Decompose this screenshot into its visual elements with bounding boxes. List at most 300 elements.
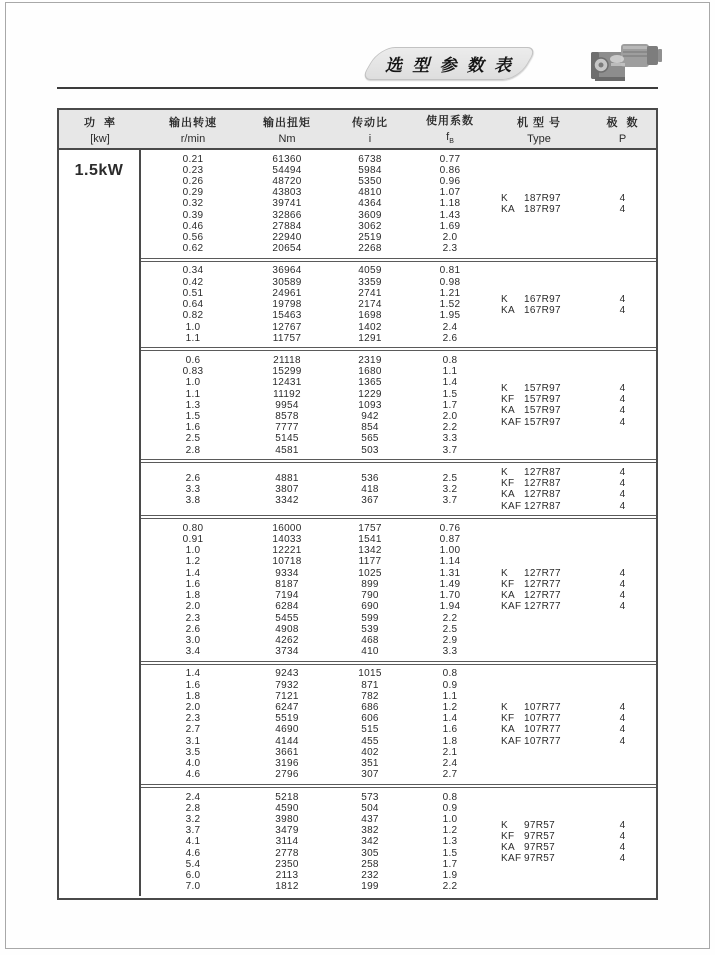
- speed-value: 1.8: [185, 690, 201, 702]
- model-name: KAF 107R77: [501, 735, 561, 747]
- ratio-value: 1757: [358, 522, 382, 534]
- model-row: [489, 601, 656, 612]
- poles-value: 4: [619, 590, 626, 602]
- model-row: [489, 294, 656, 305]
- torque-value: 30589: [272, 276, 302, 288]
- data-row: [141, 859, 489, 870]
- model-row: [489, 842, 656, 853]
- poles-value: 4: [619, 567, 626, 579]
- model-prefix: K: [501, 383, 508, 395]
- ratio-value: 4364: [358, 198, 382, 210]
- torque-value: 20654: [272, 243, 302, 255]
- poles-value: 4: [619, 293, 626, 305]
- speed-value: 1.5: [185, 411, 201, 423]
- data-row: [141, 154, 489, 165]
- poles-value: 4: [619, 394, 626, 406]
- model-name: KF 107R77: [501, 713, 561, 725]
- table-header-row: [59, 110, 656, 150]
- torque-value: 5455: [275, 612, 299, 624]
- data-row: [141, 881, 489, 892]
- torque-value: 5145: [275, 433, 299, 445]
- speed-value: 2.5: [185, 433, 201, 445]
- data-row: [141, 545, 489, 556]
- model-row: [489, 405, 656, 416]
- torque-value: 3980: [275, 813, 299, 825]
- model-prefix: K: [501, 819, 508, 831]
- model-row: [489, 579, 656, 590]
- speed-value: 2.6: [185, 623, 201, 635]
- service-factor-value: 0.8: [442, 668, 458, 680]
- ratio-value: 305: [361, 847, 379, 859]
- poles-value: 4: [619, 841, 626, 853]
- data-row: [141, 668, 489, 679]
- data-row: [141, 198, 489, 209]
- service-factor-value: 2.5: [442, 472, 458, 484]
- model-list: [489, 383, 656, 428]
- model-name: K 97R57: [501, 819, 555, 831]
- model-prefix: KA: [501, 590, 515, 602]
- column-header-ratio-zh: 传动比: [352, 116, 388, 129]
- service-factor-value: 1.49: [439, 578, 461, 590]
- service-factor-value: 1.4: [442, 713, 458, 725]
- model-list: [489, 294, 656, 316]
- torque-value: 48720: [272, 175, 302, 187]
- ratio-value: 1093: [358, 399, 382, 411]
- torque-value: 5519: [275, 713, 299, 725]
- poles-value: 4: [619, 383, 626, 395]
- speed-value: 0.29: [182, 187, 204, 199]
- speed-value: 0.42: [182, 276, 204, 288]
- torque-value: 16000: [272, 522, 302, 534]
- speed-value: 3.8: [185, 494, 201, 506]
- torque-value: 2778: [275, 847, 299, 859]
- model-prefix: KAF: [501, 735, 522, 747]
- service-factor-value: 1.21: [439, 287, 461, 299]
- data-row: [141, 322, 489, 333]
- ratio-value: 1365: [358, 377, 382, 389]
- model-name: K 127R87: [501, 466, 561, 478]
- power-cell: [59, 150, 141, 896]
- data-row: [141, 736, 489, 747]
- model-prefix: KA: [501, 405, 515, 417]
- service-factor-value: 1.3: [442, 836, 458, 848]
- ratio-value: 2519: [358, 231, 382, 243]
- data-row: [141, 870, 489, 881]
- ratio-value: 2268: [358, 243, 382, 255]
- data-row: [141, 400, 489, 411]
- selection-parameter-table: [57, 108, 658, 900]
- speed-value: 3.2: [185, 813, 201, 825]
- ratio-value: 351: [361, 758, 379, 770]
- service-factor-value: 2.2: [442, 881, 458, 893]
- speed-value: 1.4: [185, 668, 201, 680]
- poles-value: 4: [619, 500, 626, 512]
- speed-value: 2.8: [185, 444, 201, 456]
- poles-value: 4: [619, 601, 626, 613]
- ratio-value: 342: [361, 836, 379, 848]
- torque-value: 61360: [272, 153, 302, 165]
- torque-value: 6247: [275, 702, 299, 714]
- torque-value: 2796: [275, 769, 299, 781]
- torque-value: 12221: [272, 545, 302, 557]
- speed-value: 2.3: [185, 612, 201, 624]
- data-row: [141, 758, 489, 769]
- ratio-value: 942: [361, 411, 379, 423]
- torque-value: 11757: [272, 332, 302, 344]
- speed-value: 2.3: [185, 713, 201, 725]
- model-name: KA 167R97: [501, 304, 561, 316]
- service-factor-value: 0.77: [439, 153, 461, 165]
- model-name: KA 97R57: [501, 841, 555, 853]
- torque-value: 3342: [275, 494, 299, 506]
- torque-value: 12431: [272, 377, 302, 389]
- torque-value: 36964: [272, 265, 302, 277]
- service-factor-value: 2.4: [442, 758, 458, 770]
- service-factor-value: 2.9: [442, 634, 458, 646]
- speed-value: 0.46: [182, 220, 204, 232]
- ratio-value: 3609: [358, 209, 382, 221]
- speed-value: 0.39: [182, 209, 204, 221]
- model-row: [489, 590, 656, 601]
- speed-value: 6.0: [185, 869, 201, 881]
- ratio-value: 5984: [358, 164, 382, 176]
- torque-value: 9243: [275, 668, 299, 680]
- service-factor-value: 0.86: [439, 164, 461, 176]
- model-list: [489, 702, 656, 747]
- model-prefix: KAF: [501, 853, 522, 865]
- service-factor-value: 0.87: [439, 534, 461, 546]
- speed-value: 2.7: [185, 724, 201, 736]
- torque-value: 15299: [272, 366, 302, 378]
- ratio-value: 854: [361, 422, 379, 434]
- data-row: [141, 433, 489, 444]
- model-prefix: K: [501, 293, 508, 305]
- speed-value: 1.6: [185, 422, 201, 434]
- data-row: [141, 556, 489, 567]
- column-header-speed-zh: 输出转速: [169, 116, 217, 129]
- torque-value: 19798: [272, 299, 302, 311]
- speed-value: 0.32: [182, 198, 204, 210]
- torque-value: 4144: [275, 735, 299, 747]
- ratio-value: 2174: [358, 299, 382, 311]
- torque-value: 3734: [275, 646, 299, 658]
- service-factor-value: 3.7: [442, 494, 458, 506]
- model-row: [489, 478, 656, 489]
- service-factor-value: 1.7: [442, 858, 458, 870]
- speed-value: 0.83: [182, 366, 204, 378]
- row-group: [141, 150, 656, 258]
- speed-value: 0.91: [182, 534, 204, 546]
- model-name: KAF 97R57: [501, 853, 555, 865]
- numeric-rows: [141, 668, 489, 780]
- torque-value: 2113: [275, 869, 299, 881]
- torque-value: 5218: [275, 791, 299, 803]
- data-row: [141, 422, 489, 433]
- row-group: [141, 784, 656, 896]
- ratio-value: 258: [361, 858, 379, 870]
- torque-value: 7194: [275, 590, 299, 602]
- model-list: [489, 467, 656, 512]
- column-header-power-zh: 功 率: [83, 116, 117, 129]
- speed-value: 1.1: [185, 332, 201, 344]
- service-factor-value: 1.6: [442, 724, 458, 736]
- speed-value: 2.4: [185, 791, 201, 803]
- data-row: [141, 389, 489, 400]
- column-header-poles: [589, 110, 656, 148]
- service-factor-value: 0.8: [442, 791, 458, 803]
- ratio-value: 565: [361, 433, 379, 445]
- service-factor-value: 1.1: [442, 690, 458, 702]
- ratio-value: 1342: [358, 545, 382, 557]
- service-factor-value: 2.0: [442, 411, 458, 423]
- service-factor-value: 3.2: [442, 483, 458, 495]
- numeric-rows: [141, 792, 489, 893]
- ratio-value: 599: [361, 612, 379, 624]
- service-factor-value: 1.31: [439, 567, 461, 579]
- data-row: [141, 702, 489, 713]
- model-name: K 107R77: [501, 702, 561, 714]
- ratio-value: 367: [361, 494, 379, 506]
- ratio-value: 2741: [358, 287, 382, 299]
- data-row: [141, 277, 489, 288]
- data-blocks: [141, 150, 656, 896]
- model-prefix: KAF: [501, 500, 522, 512]
- row-group: [141, 347, 656, 459]
- column-header-factor-zh: 使用系数: [426, 115, 474, 128]
- torque-value: 7777: [275, 422, 299, 434]
- model-row: [489, 193, 656, 204]
- model-prefix: K: [501, 466, 508, 478]
- data-row: [141, 590, 489, 601]
- model-prefix: KF: [501, 478, 515, 490]
- ratio-value: 455: [361, 735, 379, 747]
- speed-value: 3.0: [185, 634, 201, 646]
- data-row: [141, 265, 489, 276]
- column-header-factor: [411, 110, 489, 148]
- speed-value: 0.62: [182, 243, 204, 255]
- service-factor-value: 2.4: [442, 321, 458, 333]
- ratio-value: 6738: [358, 153, 382, 165]
- ratio-value: 1698: [358, 310, 382, 322]
- speed-value: 3.5: [185, 746, 201, 758]
- ratio-value: 504: [361, 802, 379, 814]
- service-factor-value: 0.96: [439, 175, 461, 187]
- ratio-value: 232: [361, 869, 379, 881]
- speed-value: 1.4: [185, 567, 201, 579]
- speed-value: 4.0: [185, 758, 201, 770]
- model-prefix: KF: [501, 713, 515, 725]
- gearmotor-photo-icon: [583, 35, 665, 87]
- ratio-value: 5350: [358, 175, 382, 187]
- column-header-speed: [141, 110, 245, 148]
- torque-value: 10718: [272, 556, 302, 568]
- numeric-rows: [141, 355, 489, 456]
- speed-value: 0.82: [182, 310, 204, 322]
- model-prefix: KA: [501, 841, 515, 853]
- torque-value: 14033: [272, 534, 302, 546]
- ratio-value: 437: [361, 813, 379, 825]
- ratio-value: 1291: [358, 332, 382, 344]
- speed-value: 1.0: [185, 545, 201, 557]
- torque-value: 6284: [275, 601, 299, 613]
- torque-value: 4690: [275, 724, 299, 736]
- model-name: KAF 127R87: [501, 500, 561, 512]
- speed-value: 0.23: [182, 164, 204, 176]
- data-row: [141, 288, 489, 299]
- column-header-torque-zh: 输出扭矩: [263, 116, 311, 129]
- model-row: [489, 831, 656, 842]
- service-factor-value: 1.4: [442, 377, 458, 389]
- model-prefix: KAF: [501, 416, 522, 428]
- service-factor-value: 2.2: [442, 422, 458, 434]
- ratio-value: 515: [361, 724, 379, 736]
- model-name: K 167R97: [501, 293, 561, 305]
- model-name: KF 127R77: [501, 578, 561, 590]
- service-factor-value: 1.00: [439, 545, 461, 557]
- poles-value: 4: [619, 304, 626, 316]
- model-name: KA 127R77: [501, 590, 561, 602]
- torque-value: 1812: [275, 881, 299, 893]
- ratio-value: 899: [361, 578, 379, 590]
- data-row: [141, 232, 489, 243]
- model-row: [489, 568, 656, 579]
- torque-value: 43803: [272, 187, 302, 199]
- torque-value: 3479: [275, 825, 299, 837]
- data-row: [141, 747, 489, 758]
- poles-value: 4: [619, 405, 626, 417]
- ratio-value: 4810: [358, 187, 382, 199]
- ratio-value: 1015: [358, 668, 382, 680]
- speed-value: 0.56: [182, 231, 204, 243]
- model-name: KAF 157R97: [501, 416, 561, 428]
- column-header-type-zh: 机 型 号: [516, 116, 562, 129]
- data-row: [141, 601, 489, 612]
- model-row: [489, 489, 656, 500]
- data-row: [141, 377, 489, 388]
- data-row: [141, 769, 489, 780]
- data-row: [141, 836, 489, 847]
- numeric-rows: [141, 265, 489, 343]
- torque-value: 15463: [272, 310, 302, 322]
- speed-value: 0.21: [182, 153, 204, 165]
- torque-value: 9334: [275, 567, 299, 579]
- speed-value: 0.64: [182, 299, 204, 311]
- service-factor-value: 2.1: [442, 746, 458, 758]
- speed-value: 1.2: [185, 556, 201, 568]
- column-header-power-unit: [kw]: [90, 132, 110, 145]
- poles-value: 4: [619, 416, 626, 428]
- model-prefix: KA: [501, 304, 515, 316]
- poles-value: 4: [619, 466, 626, 478]
- speed-value: 2.0: [185, 601, 201, 613]
- model-prefix: K: [501, 192, 508, 204]
- column-header-torque: [245, 110, 329, 148]
- model-row: [489, 204, 656, 215]
- model-name: KA 107R77: [501, 724, 561, 736]
- column-header-type-unit: Type: [527, 132, 551, 145]
- data-row: [141, 310, 489, 321]
- service-factor-value: 0.98: [439, 276, 461, 288]
- model-prefix: KF: [501, 578, 515, 590]
- poles-value: 4: [619, 735, 626, 747]
- model-row: [489, 736, 656, 747]
- model-list: [489, 820, 656, 865]
- model-row: [489, 383, 656, 394]
- column-header-ratio-unit: i: [368, 132, 372, 145]
- speed-value: 4.1: [185, 836, 201, 848]
- service-factor-value: 1.95: [439, 310, 461, 322]
- torque-value: 4581: [275, 444, 299, 456]
- header-rule: [57, 87, 658, 89]
- speed-value: 0.51: [182, 287, 204, 299]
- model-row: [489, 713, 656, 724]
- service-factor-value: 1.2: [442, 702, 458, 714]
- data-row: [141, 411, 489, 422]
- model-name: KA 127R87: [501, 489, 561, 501]
- data-row: [141, 803, 489, 814]
- service-factor-value: 2.6: [442, 332, 458, 344]
- numeric-rows: [141, 473, 489, 507]
- speed-value: 3.1: [185, 735, 201, 747]
- data-row: [141, 792, 489, 803]
- data-row: [141, 534, 489, 545]
- ratio-value: 1177: [358, 556, 382, 568]
- model-name: K 187R97: [501, 192, 561, 204]
- poles-value: 4: [619, 478, 626, 490]
- ratio-value: 402: [361, 746, 379, 758]
- torque-value: 8187: [275, 578, 299, 590]
- service-factor-value: 0.9: [442, 802, 458, 814]
- row-group: [141, 515, 656, 661]
- column-header-poles-unit: P: [618, 132, 627, 145]
- data-row: [141, 646, 489, 657]
- ratio-value: 199: [361, 881, 379, 893]
- ratio-value: 1680: [358, 366, 382, 378]
- torque-value: 7932: [275, 679, 299, 691]
- model-prefix: KA: [501, 203, 515, 215]
- speed-value: 0.80: [182, 522, 204, 534]
- ratio-value: 536: [361, 472, 379, 484]
- service-factor-value: 1.94: [439, 601, 461, 613]
- service-factor-value: 2.5: [442, 623, 458, 635]
- torque-value: 3661: [275, 746, 299, 758]
- model-name: KAF 127R77: [501, 601, 561, 613]
- column-header-factor-unit: $f_B$: [446, 131, 454, 146]
- model-list: [489, 193, 656, 215]
- speed-value: 7.0: [185, 881, 201, 893]
- torque-value: 4262: [275, 634, 299, 646]
- model-prefix: KF: [501, 394, 515, 406]
- model-row: [489, 853, 656, 864]
- torque-value: 11192: [273, 388, 301, 400]
- data-row: [141, 333, 489, 344]
- row-group: [141, 661, 656, 784]
- data-row: [141, 176, 489, 187]
- torque-value: 54494: [272, 164, 302, 176]
- speed-value: 3.7: [185, 825, 201, 837]
- ratio-value: 382: [361, 825, 379, 837]
- data-row: [141, 691, 489, 702]
- title-banner: [360, 47, 537, 80]
- data-row: [141, 724, 489, 735]
- ratio-value: 686: [361, 702, 379, 714]
- poles-value: 4: [619, 819, 626, 831]
- service-factor-value: 1.52: [439, 299, 461, 311]
- torque-value: 4881: [275, 472, 299, 484]
- torque-value: 12767: [272, 321, 302, 333]
- service-factor-value: 0.76: [439, 522, 461, 534]
- column-header-speed-unit: r/min: [180, 132, 206, 145]
